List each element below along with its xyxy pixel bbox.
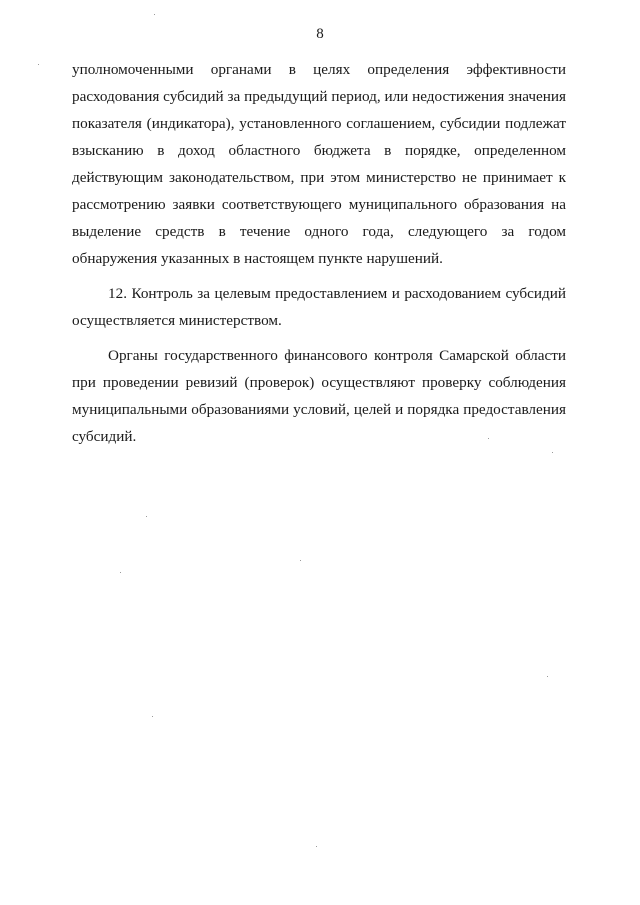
- document-body: [72, 56, 566, 450]
- scan-speck: [146, 516, 147, 517]
- text-line: выделение средств в течение одного года, следующего за годом: [72, 223, 566, 240]
- scan-speck: [120, 572, 121, 573]
- paragraph-gap: [72, 272, 566, 280]
- paragraph-gap: [72, 334, 566, 342]
- text-line: обнаружения указанных в настоящем пункте нарушений.: [72, 250, 443, 267]
- text-line: 12. Контроль за целевым предоставлением и расходованием субсидий: [108, 285, 566, 302]
- page-number: 8: [316, 26, 324, 42]
- text-line: осуществляется министерством.: [72, 312, 282, 329]
- scan-speck: [154, 14, 155, 15]
- scan-speck: [152, 716, 153, 717]
- text-line: субсидий.: [72, 428, 137, 445]
- scan-speck: [488, 438, 489, 439]
- text-line: при проведении ревизий (проверок) осуществляют проверку соблюдения: [72, 374, 566, 391]
- paragraph-continuation: [72, 56, 566, 272]
- paragraph-item-12: [72, 280, 566, 334]
- paragraph-financial-control: [72, 342, 566, 450]
- scan-speck: [38, 64, 39, 65]
- scan-speck: [300, 560, 301, 561]
- text-line: показателя (индикатора), установленного соглашением, субсидии подлежат: [72, 115, 566, 132]
- text-line: рассмотрению заявки соответствующего муниципального образования на: [72, 196, 566, 213]
- text-line: муниципальными образованиями условий, целей и порядка предоставления: [72, 401, 566, 418]
- scan-speck: [316, 846, 317, 847]
- scan-speck: [552, 452, 553, 453]
- text-line: действующим законодательством, при этом министерство не принимает к: [72, 169, 566, 186]
- text-line: расходования субсидий за предыдущий период, или недостижения значения: [72, 88, 566, 105]
- text-line: уполномоченными органами в целях определения эффективности: [72, 61, 566, 78]
- text-line: Органы государственного финансового контроля Самарской области: [108, 347, 566, 364]
- text-line: взысканию в доход областного бюджета в порядке, определенном: [72, 142, 566, 159]
- scan-speck: [547, 676, 548, 677]
